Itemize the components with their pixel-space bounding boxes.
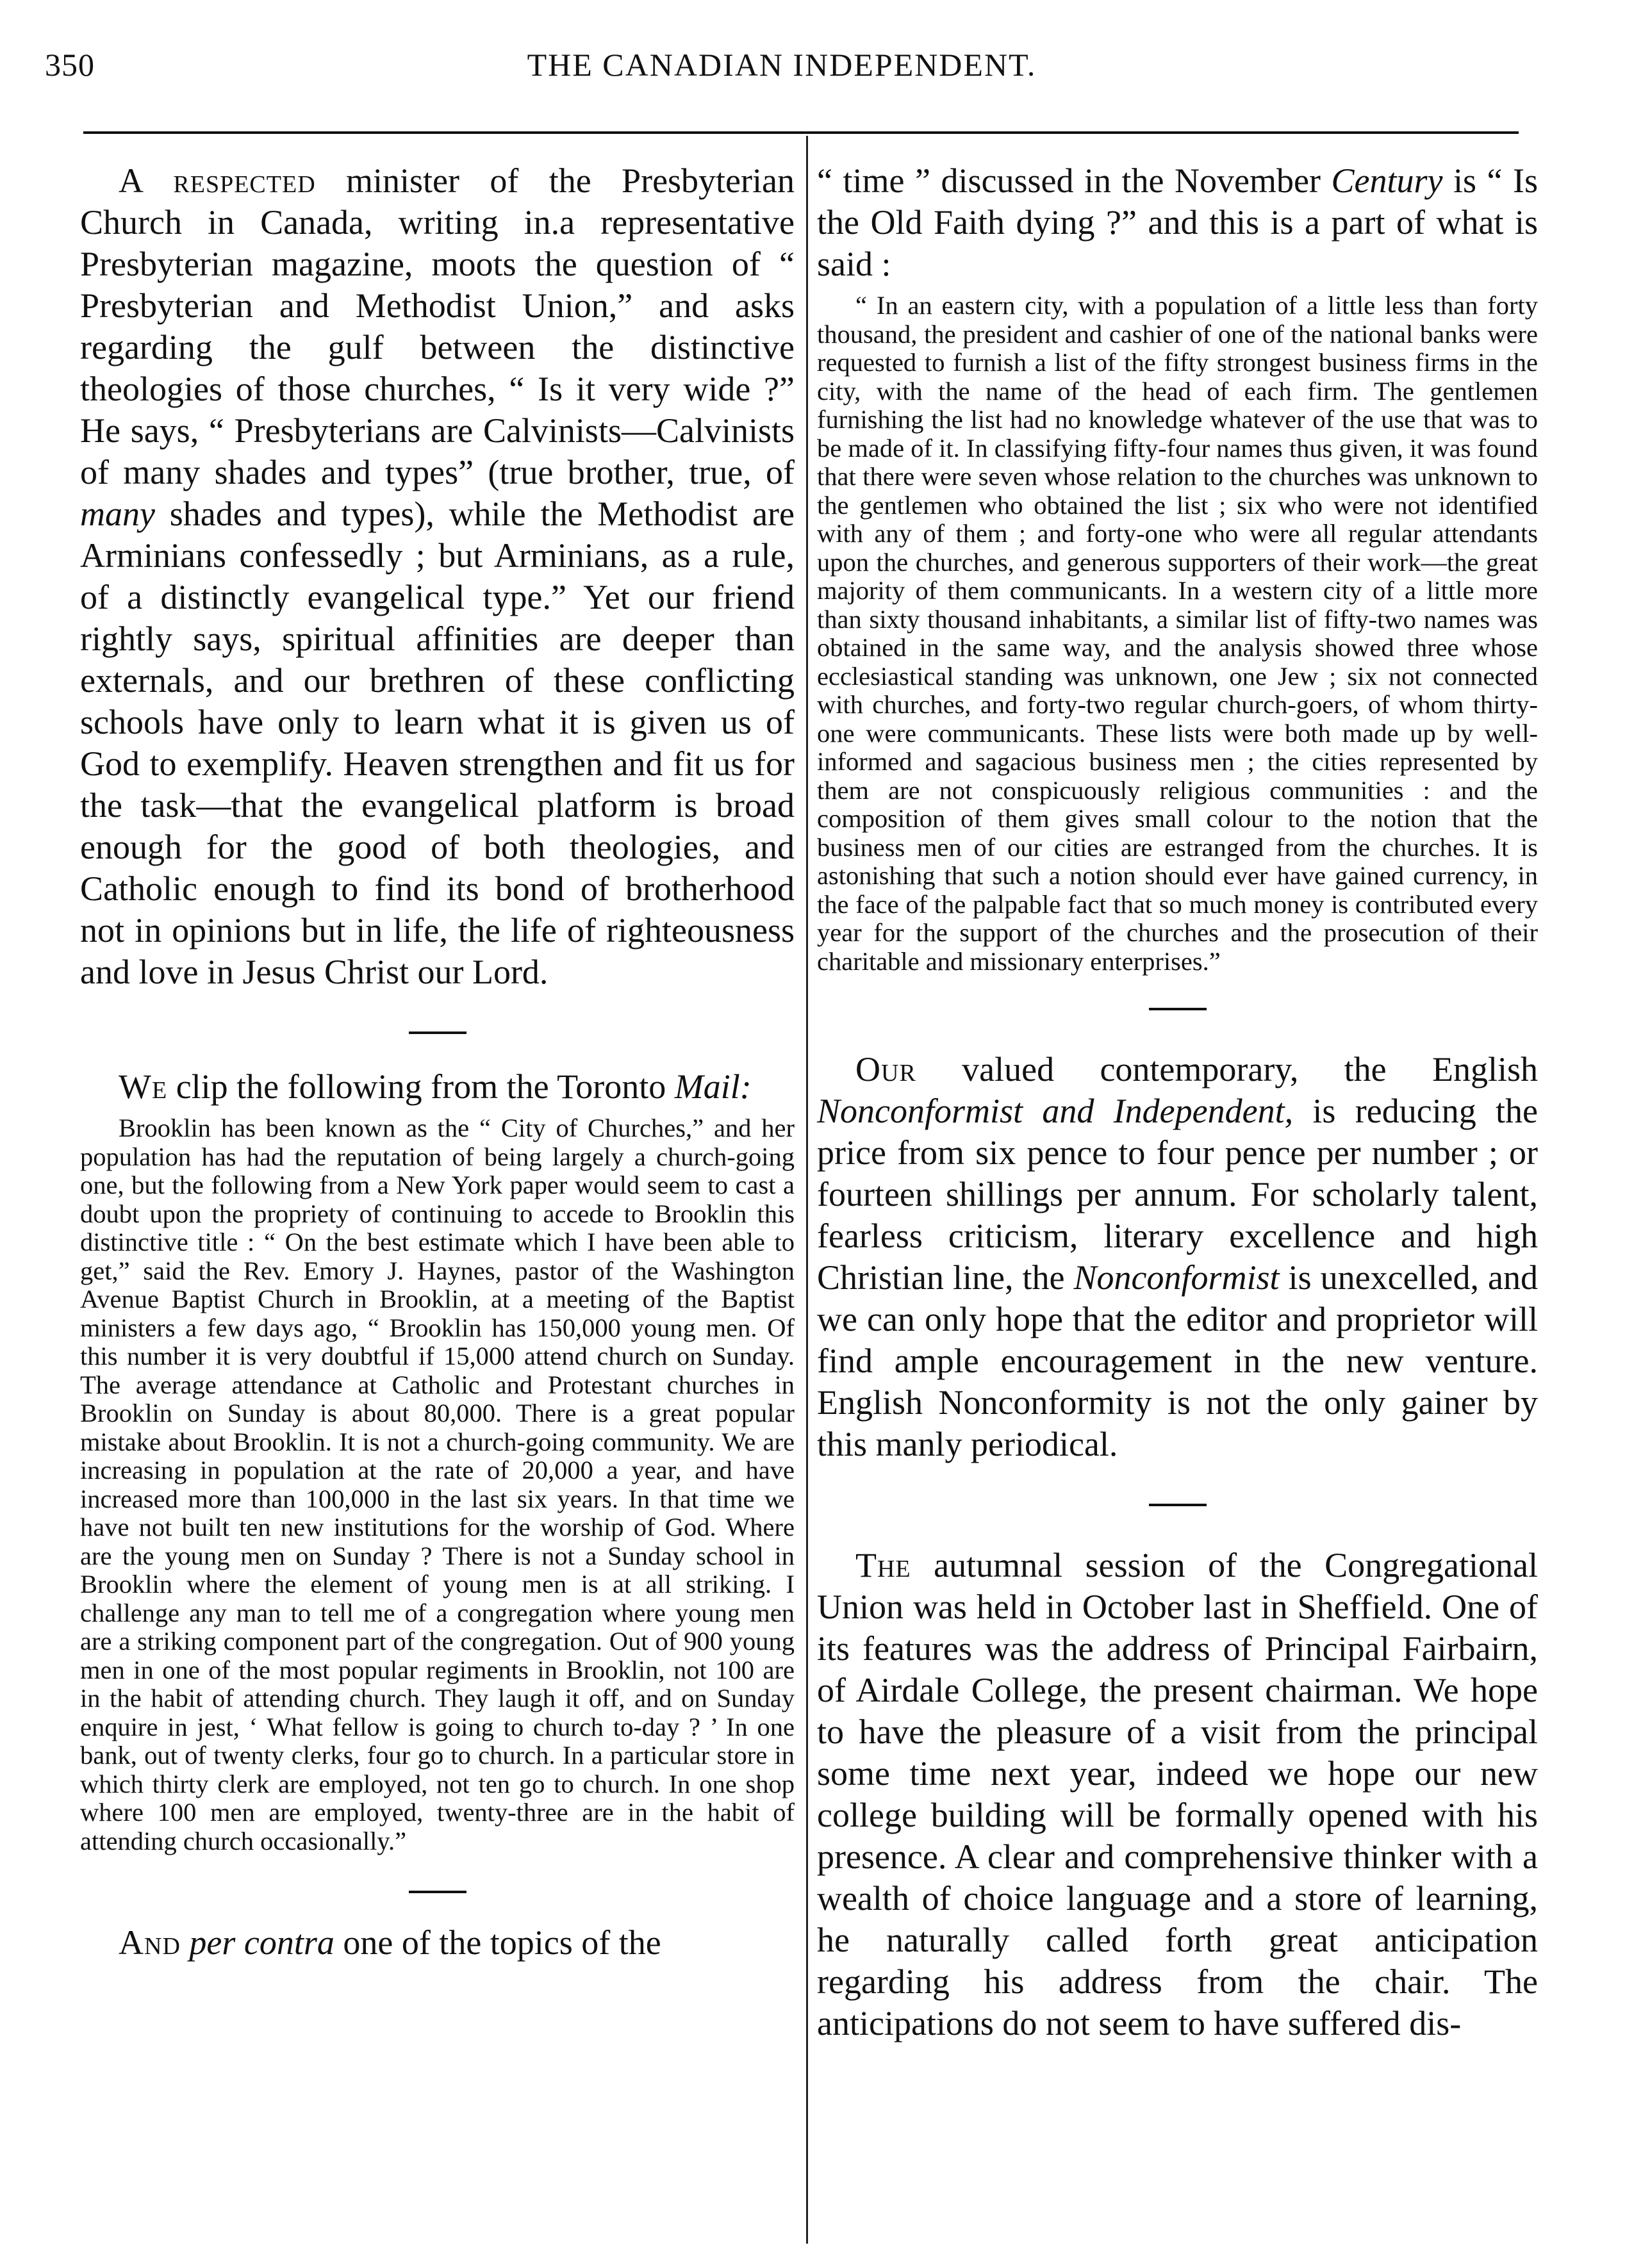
- article-nonconformist: [817, 1049, 1538, 1465]
- lead-word: We: [119, 1067, 168, 1106]
- article-congregational-union: [817, 1545, 1538, 2044]
- article-presbyterian-union: [80, 160, 795, 993]
- article-text: clip the following from the Toronto: [176, 1067, 666, 1106]
- publication-name: Century: [1331, 161, 1443, 200]
- article-toronto-mail-intro: [80, 1066, 795, 1108]
- quote-text: “ In an eastern city, with a population of a little less than forty thousand, the president and cashier of one of the national banks were requested to furnish a list of the fifty strongest business firms in the city, with the name of the head of each firm. The gentlemen furnishing the list had no knowledge whatever of the use that was to be made of it. In classifying fifty-four names thus given, it was found that there were seven whose relation to the churches was unknown to the gentlemen who obtained the list ; six who were not identified with any of them ; and forty-one who were all regular attendants upon the churches, and generous supporters of their work—the great majority of them communicants. In a western city of a little more than sixty thousand inhabitants, a similar list of fifty-two names was obtained in the same way, and the analysis showed three whose ecclesiastical standing was unknown, one Jew ; six not connected with churches, and forty-two regular church-goers, of whom thirty-one were communicants. These lists were both made up by well-informed and sagacious business men ; the cities represented by them are not conspicuously religious communities : and the composition of them gives small colour to the notion that the business men of our cities are estranged from the churches. It is astonishing that such a notion should ever have gained currency, in the face of the palpable fact that so much money is contributed every year for the support of the churches and the prosecution of their charitable and missionary enterprises.”: [817, 291, 1538, 976]
- emphasis: many: [80, 495, 155, 533]
- right-column: [817, 160, 1538, 2044]
- article-century-continued: [817, 160, 1538, 285]
- article-text: is “ Is the Old Faith dying ?” and this is a part of what is said :: [817, 161, 1539, 283]
- lead-word: Our: [855, 1050, 916, 1089]
- publication-name: Nonconformist and Independent,: [817, 1092, 1294, 1130]
- article-text: valued contemporary, the English: [962, 1050, 1538, 1089]
- lead-word: The: [855, 1546, 911, 1584]
- publication-name: Nonconformist: [1073, 1258, 1280, 1297]
- quote-text: Brooklin has been known as the “ City of Churches,” and her population has had the reputation of being largely a church-going one, but the following from a New York paper would seem to cast a doubt upon the propriety of continuing to accede to Brooklin this distinctive title : “ On the best estimate which I have been able to get,” said the Rev. Emory J. Haynes, pastor of the Washington Avenue Baptist Church in Brooklin, at a meeting of the Baptist ministers a few days ago, “ Brooklin has 150,000 young men. Of this number it is very doubtful if 15,000 attend church on Sunday. The average attendance at Catholic and Protestant churches in Brooklin on Sunday is about 80,000. There is a great popular mistake about Brooklin. It is not a church-going community. We are increasing in population at the rate of 20,000 a year, and have increased more than 100,000 in the last six years. In that time we have not built ten new institutions for the worship of God. Where are the young men on Sunday ? There is not a Sunday school in Brooklin where the element of young men is at all striking. I challenge any man to tell me of a congregation where young men are a striking component part of the congregation. Out of 900 young men in one of the most popular regiments in Brooklin, not 100 are in the habit of attending church. They laugh it off, and on Sunday enquire in jest, ‘ What fellow is going to church to-day ? ’ In one bank, out of twenty clerks, four go to church. In a particular store in which thirty clerk are employed, not ten go to church. In one shop where 100 men are employed, twenty-three are in the habit of attending church occasionally.”: [80, 1113, 795, 1855]
- emphasis: per contra: [189, 1923, 334, 1962]
- column-divider: [806, 136, 808, 2244]
- article-text: shades and types), while the Methodist are Arminians confessedly ; but Arminians, as a rule, of a distinctly evangelical type.” Yet our friend rightly says, spiritual affinities are deeper than externals, and our brethren of these conflicting schools have only to learn what it is given us of God to exemplify. Heaven strengthen and fit us for the task—that the evangelical platform is broad enough for the good of both theologies, and Catholic enough to find its bond of brotherhood not in opinions but in life, the life of righteousness and love in Jesus Christ our Lord.: [80, 495, 795, 991]
- lead-word: A respected: [119, 161, 316, 200]
- article-text: autumnal session of the Congregational Union was held in October last in Sheffield. One of its features was the address of Principal Fairbairn, of Airdale College, the present chairman. We hope to have the pleasure of a visit from the principal some time next year, indeed we hope our new college building will be formally opened with his presence. A clear and comprehensive thinker with a wealth of choice language and a store of learning, he naturally called forth great anticipation regarding his address from the chair. The anticipations do not seem to have suffered dis-: [817, 1546, 1539, 2042]
- lead-word: And: [119, 1923, 181, 1962]
- article-text: is reducing the price from six pence to four pence per number ; or fourteen shillings per annum. For scholarly talent, fearless criticism, literary excellence and high Christian line, the: [817, 1092, 1538, 1297]
- page-header: [45, 38, 1519, 109]
- page-number: 350: [45, 47, 95, 83]
- publication-name: Mail:: [674, 1067, 752, 1106]
- article-text: one of the topics of the: [343, 1923, 661, 1962]
- article-text: “ time ” discussed in the November: [817, 161, 1321, 200]
- article-text: is unexcelled, and we can only hope that the editor and proprietor will find ample encouragement in the new venture. English Nonconformity is not the only gainer by this manly periodical.: [817, 1258, 1539, 1463]
- left-column: [80, 160, 795, 1964]
- quoted-brooklin-article: [80, 1114, 795, 1855]
- journal-title: THE CANADIAN INDEPENDENT.: [527, 47, 1037, 83]
- header-rule: [83, 131, 1519, 134]
- quoted-century-article: [817, 292, 1538, 976]
- article-text: minister of the Presbyterian Church in Canada, writing in.a representative Presbyterian magazine, moots the question of “ Presbyterian and Methodist Union,” and asks regarding the gulf between the distinctive theologies of those churches, “ Is it very wide ?” He says, “ Presbyterians are Calvinists—Calvinists of many shades and types” (true brother, true, of: [80, 161, 795, 491]
- article-per-contra: [80, 1922, 795, 1964]
